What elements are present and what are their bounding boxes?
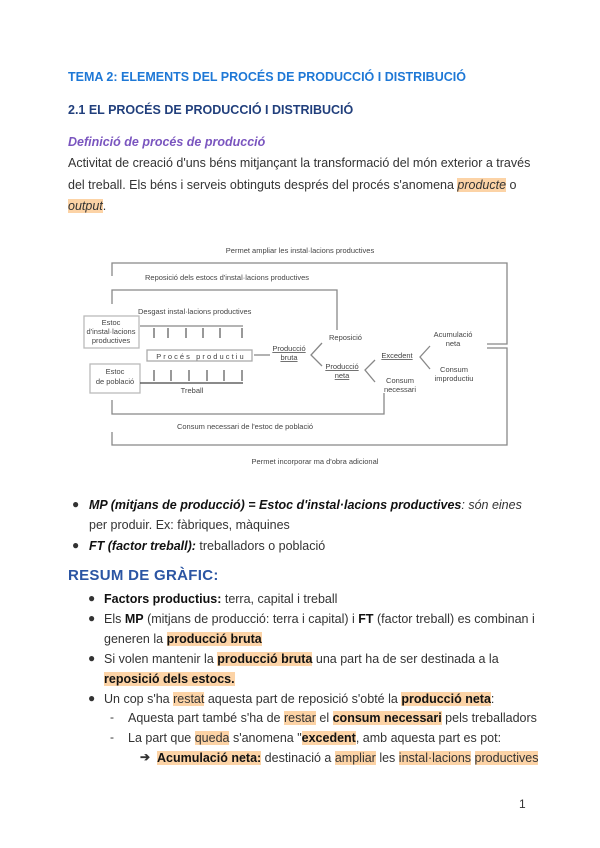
diagram-label: d'instal·lacions — [86, 327, 136, 336]
text: Els — [104, 612, 125, 626]
highlight: consum necessari — [332, 711, 442, 725]
diagram-label: Producció — [272, 344, 306, 353]
highlight: restat — [173, 692, 205, 706]
sub-item — [128, 730, 501, 746]
text: FT (factor treball): — [89, 539, 196, 553]
highlight: producte — [457, 178, 507, 192]
highlight: producció bruta — [217, 652, 313, 666]
summary-heading: RESUM DE GRÀFIC: — [68, 567, 219, 584]
intro-line: Activitat de creació d'uns béns mitjançant la transformació del món exterior a través — [68, 156, 531, 170]
text: treballadors o població — [195, 539, 326, 553]
dash-icon: - — [110, 710, 114, 724]
text: pels treballadors — [441, 711, 537, 725]
diagram-label: de població — [95, 377, 135, 386]
diagram-label: Estoc — [101, 318, 121, 327]
bullet-continuation — [104, 671, 235, 687]
diagram-label: Estoc — [105, 367, 125, 376]
diagram-label: Permet ampliar les instal·lacions productives — [225, 246, 375, 255]
text: , amb aquesta part es pot: — [355, 731, 502, 745]
definition-heading: Definició de procés de producció — [68, 135, 266, 149]
diagram-label: Reposició dels estocs d'instal·lacions productives — [145, 273, 310, 282]
diagram-label: Reposició — [329, 333, 362, 342]
bullet-icon: ● — [72, 497, 80, 511]
diagram-label: improductiu — [434, 374, 474, 383]
bullet-continuation — [104, 631, 262, 647]
highlight: restar — [283, 711, 316, 725]
text: . — [102, 199, 107, 213]
text: aquesta part de reposició s'obté la — [204, 692, 402, 706]
highlight: producció bruta — [166, 632, 262, 646]
text: o — [506, 178, 517, 192]
text: Un cop s'ha — [104, 692, 174, 706]
bullet-item — [89, 497, 522, 513]
diagram-label: bruta — [280, 353, 298, 362]
text: MP (mitjans de producció) = Estoc d'instal·lacions productives — [89, 498, 462, 512]
highlight: ampliar — [334, 751, 376, 765]
section-heading: 2.1 EL PROCÉS DE PRODUCCIÓ I DISTRIBUCIÓ — [68, 103, 354, 117]
text: MP — [124, 612, 144, 626]
diagram-label: productives — [91, 336, 131, 345]
text: el — [315, 711, 333, 725]
bullet-item — [104, 591, 337, 607]
dash-icon: - — [110, 730, 114, 744]
bullet-continuation: per produir. Ex: fàbriques, màquines — [89, 518, 290, 532]
diagram-label: Consum — [386, 376, 414, 385]
text: terra, capital i treball — [221, 592, 338, 606]
text: del treball. Els béns i serveis obtinguts després del procés s'anomena — [68, 178, 458, 192]
sub-item — [128, 710, 537, 726]
diagram-label: Treball — [180, 386, 204, 395]
text: Si volen mantenir la — [104, 652, 218, 666]
highlight: excedent — [301, 731, 356, 745]
bullet-icon: ● — [88, 611, 96, 625]
text: generen la — [104, 632, 167, 646]
bullet-icon: ● — [72, 538, 80, 552]
text: una part ha de ser destinada a la — [312, 652, 499, 666]
text: La part que — [128, 731, 195, 745]
bullet-item — [104, 651, 499, 667]
text: FT — [358, 612, 374, 626]
text: Factors productius: — [104, 592, 222, 606]
bullet-icon: ● — [88, 651, 96, 665]
text: Aquesta part també s'ha de — [128, 711, 284, 725]
diagram-label: Permet incorporar ma d'obra adicional — [251, 457, 379, 466]
highlight: productives — [474, 751, 539, 765]
text: les — [375, 751, 399, 765]
bullet-icon: ● — [88, 591, 96, 605]
diagram-label: P r o c é s p r o d u c t i u — [156, 352, 244, 361]
highlight: reposició dels estocs. — [104, 672, 235, 686]
text: : — [490, 692, 495, 706]
diagram-label: necessari — [383, 385, 417, 394]
bullet-icon: ● — [88, 691, 96, 705]
page-number: 1 — [519, 797, 526, 811]
text: (factor treball) es combinan i — [373, 612, 535, 626]
diagram-label: Excedent — [381, 351, 413, 360]
arrow-right-icon: ➔ — [140, 750, 151, 764]
highlight: instal·lacions — [398, 751, 472, 765]
bullet-item — [104, 611, 535, 627]
topic-heading: TEMA 2: ELEMENTS DEL PROCÉS DE PRODUCCIÓ I DISTRIBUCIÓ — [68, 70, 466, 84]
highlight: Acumulació neta: — [157, 751, 262, 765]
diagram-label: Consum necessari de l'estoc de població — [176, 422, 314, 431]
highlight: output — [68, 199, 103, 213]
text: : són eines — [461, 498, 522, 512]
bullet-item — [89, 538, 325, 554]
diagram-label: Acumulació — [433, 330, 473, 339]
text: destinació a — [261, 751, 335, 765]
diagram-label: Producció — [325, 362, 359, 371]
highlight: producció neta — [401, 692, 491, 706]
highlight: queda — [194, 731, 230, 745]
diagram-label: neta — [334, 371, 350, 380]
text: (mitjans de producció: terra i capital) i — [143, 612, 359, 626]
diagram-label: Desgast instal·lacions productives — [138, 307, 252, 316]
sub-sub-item — [157, 750, 538, 766]
diagram-label: Consum — [440, 365, 468, 374]
text: s'anomena " — [229, 731, 302, 745]
diagram-label: neta — [445, 339, 461, 348]
bullet-item — [104, 691, 494, 707]
